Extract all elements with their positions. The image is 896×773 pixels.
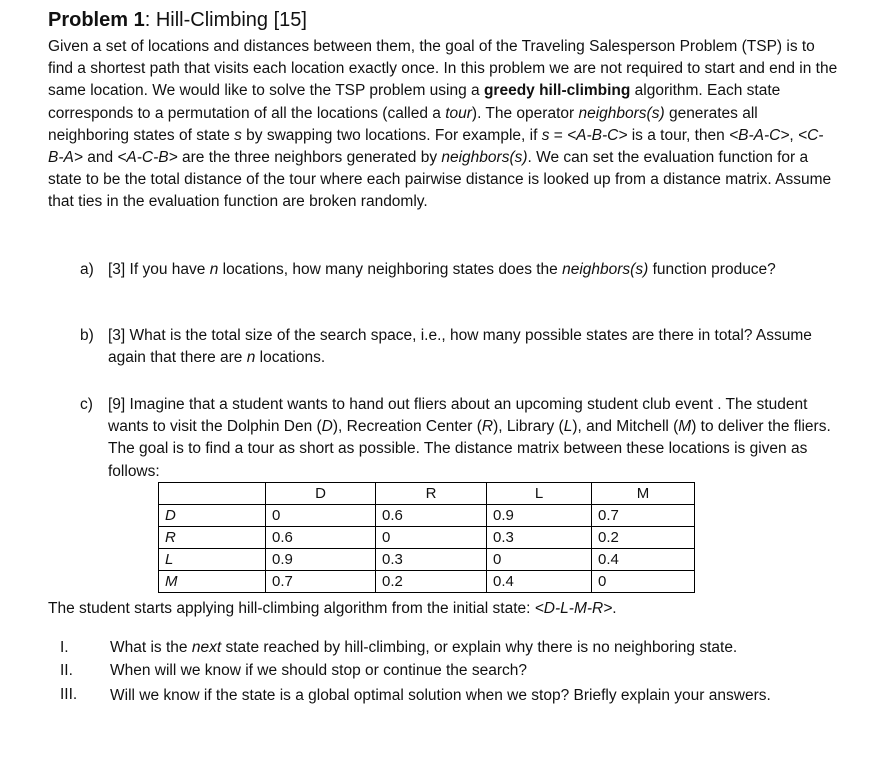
sub-question-number: I. bbox=[60, 639, 69, 656]
matrix-cell: 0 bbox=[376, 527, 487, 549]
sub-question-1 bbox=[60, 637, 830, 659]
row-label: L bbox=[159, 549, 266, 571]
question-a bbox=[80, 259, 840, 281]
matrix-cell: 0.9 bbox=[487, 505, 592, 527]
question-b-label: b) bbox=[80, 327, 94, 344]
matrix-header: D bbox=[266, 483, 376, 505]
question-c-text: [9] Imagine that a student wants to hand out fliers about an upcoming student club event . The student wants to visit the Dolphin Den (D), Recreation Center (R), Library (L), and Mitchell (M) to deliver the fliers. The goal is to find a tour as short as possible. The distance matrix between these locations is given as follows: bbox=[108, 396, 831, 480]
matrix-header-row bbox=[159, 483, 695, 505]
matrix-cell: 0 bbox=[266, 505, 376, 527]
sub-question-number: II. bbox=[60, 662, 73, 679]
sub-question-2 bbox=[60, 660, 830, 682]
problem-title bbox=[48, 6, 307, 34]
matrix-cell: 0.6 bbox=[266, 527, 376, 549]
matrix-row bbox=[159, 527, 695, 549]
matrix-cell: 0.7 bbox=[592, 505, 695, 527]
sub-question-text: What is the next state reached by hill-climbing, or explain why there is no neighboring state. bbox=[110, 639, 738, 656]
matrix-row bbox=[159, 571, 695, 593]
problem-title-rest: : Hill-Climbing [15] bbox=[144, 9, 307, 31]
matrix-header: M bbox=[592, 483, 695, 505]
question-c bbox=[80, 394, 840, 483]
initial-state-line: The student starts applying hill-climbing algorithm from the initial state: <D-L-M-R>. bbox=[48, 600, 617, 617]
matrix-cell: 0.7 bbox=[266, 571, 376, 593]
distance-matrix bbox=[158, 482, 695, 593]
greedy-hill-climbing-term: greedy hill-climbing bbox=[483, 82, 631, 100]
row-label: M bbox=[159, 571, 266, 593]
sub-question-text: When will we know if we should stop or continue the search? bbox=[110, 662, 527, 679]
question-b-text: [3] What is the total size of the search space, i.e., how many possible states are there in total? Assume again that there are n locations. bbox=[108, 327, 812, 367]
sub-question-text: Will we know if the state is a global optimal solution when we stop? Briefly explain your answers. bbox=[110, 687, 771, 704]
intro-paragraph: Given a set of locations and distances between them, the goal of the Traveling Salesperson Problem (TSP) is to find a shortest path that visits each location exactly once. In this problem we are not required to start and end in the same location. We would like to solve the TSP problem using a greedy hill-climbing algorithm. Each state corresponds to a permutation of all the locations (called a tour). The operator neighbors(s) generates all neighboring states of state s by swapping two locations. For example, if s = <A-B-C> is a tour, then <B-A-C>, <C-B-A> and <A-C-B> are the three neighbors generated by neighbors(s). We can set the evaluation function for a state to be the total distance of the tour where each pairwise distance is looked up from a distance matrix. Assume that ties in the evaluation function are broken randomly. bbox=[48, 38, 838, 211]
matrix-cell: 0.2 bbox=[592, 527, 695, 549]
matrix-header: R bbox=[376, 483, 487, 505]
question-a-text: [3] If you have n locations, how many neighboring states does the neighbors(s) function produce? bbox=[108, 261, 776, 278]
matrix-row bbox=[159, 549, 695, 571]
matrix-row bbox=[159, 505, 695, 527]
matrix-corner bbox=[159, 483, 266, 505]
problem-number: Problem 1 bbox=[48, 9, 145, 31]
question-a-label: a) bbox=[80, 261, 94, 278]
matrix-cell: 0 bbox=[487, 549, 592, 571]
initial-state: <D-L-M-R> bbox=[534, 600, 613, 617]
matrix-header: L bbox=[487, 483, 592, 505]
matrix-cell: 0.2 bbox=[376, 571, 487, 593]
matrix-cell: 0.3 bbox=[487, 527, 592, 549]
matrix-cell: 0.6 bbox=[376, 505, 487, 527]
question-c-label: c) bbox=[80, 396, 93, 413]
matrix-cell: 0.3 bbox=[376, 549, 487, 571]
matrix-cell: 0.9 bbox=[266, 549, 376, 571]
matrix-cell: 0 bbox=[592, 571, 695, 593]
sub-question-number: III. bbox=[60, 686, 78, 703]
row-label: D bbox=[159, 505, 266, 527]
matrix-cell: 0.4 bbox=[487, 571, 592, 593]
matrix-cell: 0.4 bbox=[592, 549, 695, 571]
question-b bbox=[80, 325, 840, 369]
row-label: R bbox=[159, 527, 266, 549]
sub-question-3 bbox=[60, 684, 830, 708]
